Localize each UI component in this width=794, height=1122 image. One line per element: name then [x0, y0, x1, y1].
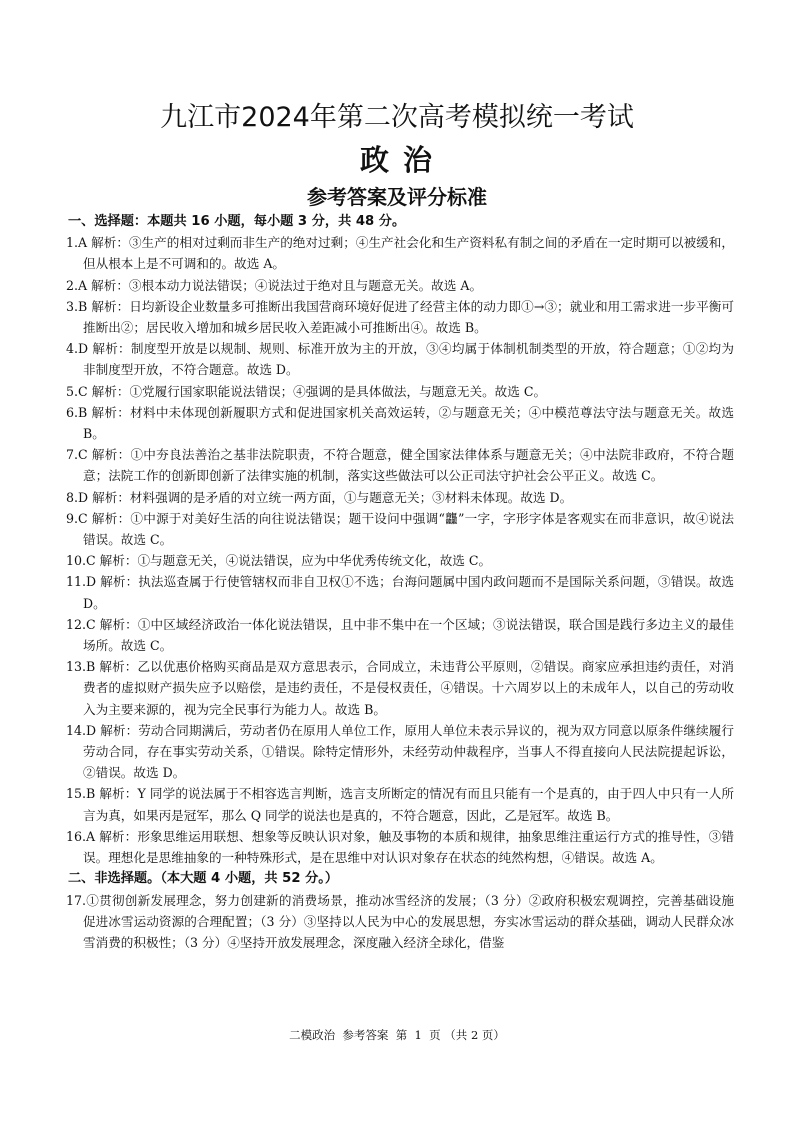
answer-text: B 解析：材料中未体现创新履职方式和促进国家机关高效运转，②与题意无关；④中模范尊法守法与题意无关。故选 B。 — [78, 404, 734, 442]
answer-text: B 解析：日均新设企业数量多可推断出我国营商环境好促进了经营主体的动力即①→③；就业和用工需求进一步平衡可推断出②；居民收入增加和城乡居民收入差距减小可推断出④。故选 B。 — [78, 298, 734, 336]
answer-text: C 解析：①中源于对美好生活的向往说法错误；题干设问中强调“龘”一字，字形字体是客观实在而非意识，故④说法错误。故选 C。 — [78, 510, 734, 548]
answer-item — [66, 571, 734, 613]
section-1-heading: 一、选择题：本题共 16 小题，每小题 3 分，共 48 分。 — [68, 214, 406, 229]
answer-item — [66, 275, 734, 296]
answer-item — [66, 296, 734, 338]
section-1-list — [66, 232, 734, 868]
answer-number: 3. — [66, 298, 79, 314]
answer-number: 1. — [66, 235, 79, 251]
answer-item — [66, 783, 734, 825]
answer-key-subtitle: 参考答案及评分标准 — [307, 185, 487, 209]
answer-number: 2. — [66, 277, 79, 293]
answer-text: B 解析：乙以优惠价格购买商品是双方意思表示，合同成立，未违背公平原则，②错误。商家应承担违约责任，对消费者的虚拟财产损失应予以赔偿，是违约责任，不是侵权责任，④错误。十六周岁以上的未成年人，以自己的劳动收入为主要来源的，视为完全民事行为能力人。故选 B。 — [83, 659, 734, 717]
answer-content — [66, 211, 734, 953]
exam-title: 九江市2024年第二次高考模拟统一考试 — [160, 102, 634, 133]
answer-text: A 解析：③生产的相对过剩而非生产的绝对过剩；④生产社会化和生产资料私有制之间的矛盾在一定时期可以被缓和，但从根本上是不可调和的。故选 A。 — [78, 235, 734, 272]
answer-text: A 解析：③根本动力说法错误；④说法过于绝对且与题意无关。故选 A。 — [78, 277, 483, 293]
answer-text: ①贯彻创新发展理念，努力创建新的消费场景，推动冰雪经济的发展；（3 分）②政府积极宏观调控，完善基础设施促进冰雪运动资源的合理配置；（3 分）③坚持以人民为中心的发展思想，夯实冰雪运动的群众基础，调动人民群众冰雪消费的积极性；（3 分）④坚持开放发展理念，深度融入经济全球化，借鉴 — [83, 892, 734, 950]
answer-item — [66, 402, 734, 444]
answer-number: 10. — [66, 553, 87, 569]
answer-text: D 解析：执法巡查属于行使管辖权而非自卫权①不选；台海问题属中国内政问题而不是国际关系问题，③错误。故选 D。 — [83, 574, 734, 611]
answer-number: 14. — [66, 722, 87, 738]
answer-text: A 解析：形象思维运用联想、想象等反映认识对象，触及事物的本质和规律，抽象思维注重运行方式的推导性，③错误。理想化是思维抽象的一种特殊形式，是在思维中对认识对象存在状态的纯然构想，④错误。故选 A。 — [83, 828, 734, 866]
answer-item — [66, 720, 734, 784]
answer-item — [66, 614, 734, 656]
answer-item — [66, 338, 734, 380]
section-2-list — [66, 890, 734, 954]
answer-item — [66, 508, 734, 550]
answer-number: 12. — [66, 616, 87, 632]
answer-text: C 解析：①与题意无关，④说法错误，应为中华优秀传统文化，故选 C。 — [86, 553, 492, 569]
answer-number: 15. — [66, 786, 87, 802]
answer-number: 8. — [66, 489, 79, 505]
answer-number: 4. — [66, 341, 79, 357]
answer-text: D 解析：制度型开放是以规制、规则、标准开放为主的开放，③④均属于体制机制类型的开放，符合题意；①②均为非制度型开放，不符合题意。故选 D。 — [78, 341, 734, 378]
answer-item — [66, 232, 734, 274]
answer-item — [66, 444, 734, 486]
answer-number: 7. — [66, 447, 79, 463]
page-footer: 二模政治 参考答案 第 1 页 （共 2 页） — [289, 1028, 505, 1042]
answer-text: C 解析：①中夯良法善治之基非法院职责，不符合题意，健全国家法律体系与题意无关；④中法院非政府，不符合题意；法院工作的创新即创新了法律实施的机制，落实这些做法可以公正司法守护社会公平正义。故选 C。 — [78, 447, 734, 484]
answer-number: 6. — [66, 404, 79, 420]
answer-item — [66, 487, 734, 508]
answer-text: B 解析：Y 同学的说法属于不相容选言判断，选言支所断定的情况有而且只能有一个是真的，由于四人中只有一人所言为真，如果丙是冠军，那么 Q 同学的说法也是真的，不符合题意，因此，乙是冠军。故选 B。 — [83, 786, 734, 823]
answer-item — [66, 381, 734, 402]
answer-item — [66, 550, 734, 571]
answer-number: 11. — [66, 574, 87, 590]
answer-item — [66, 826, 734, 868]
answer-text: C 解析：①中区域经济政治一体化说法错误，且中非不集中在一个区域；③说法错误，联合国是践行多边主义的最佳场所。故选 C。 — [83, 616, 734, 654]
answer-item — [66, 890, 734, 954]
subject-title: 政 治 — [359, 143, 435, 177]
answer-number: 17. — [66, 892, 87, 908]
answer-number: 16. — [66, 828, 87, 844]
answer-text: C 解析：①党履行国家职能说法错误；④强调的是具体做法，与题意无关。故选 C。 — [78, 383, 547, 399]
answer-text: D 解析：劳动合同期满后，劳动者仍在原用人单位工作，原用人单位未表示异议的，视为双方同意以原条件继续履行劳动合同，存在事实劳动关系，①错误。除特定情形外，未经劳动仲裁程序，当事人不得直接向人民法院提起诉讼，②错误。故选 D。 — [83, 722, 734, 781]
answer-number: 5. — [66, 383, 79, 399]
answer-item — [66, 656, 734, 720]
answer-number: 9. — [66, 510, 79, 526]
answer-text: D 解析：材料强调的是矛盾的对立统一两方面，①与题意无关；③材料未体现。故选 D。 — [78, 489, 573, 505]
answer-number: 13. — [66, 659, 87, 675]
section-2-heading: 二、非选择题。（本大题 4 小题，共 52 分。） — [68, 871, 339, 887]
